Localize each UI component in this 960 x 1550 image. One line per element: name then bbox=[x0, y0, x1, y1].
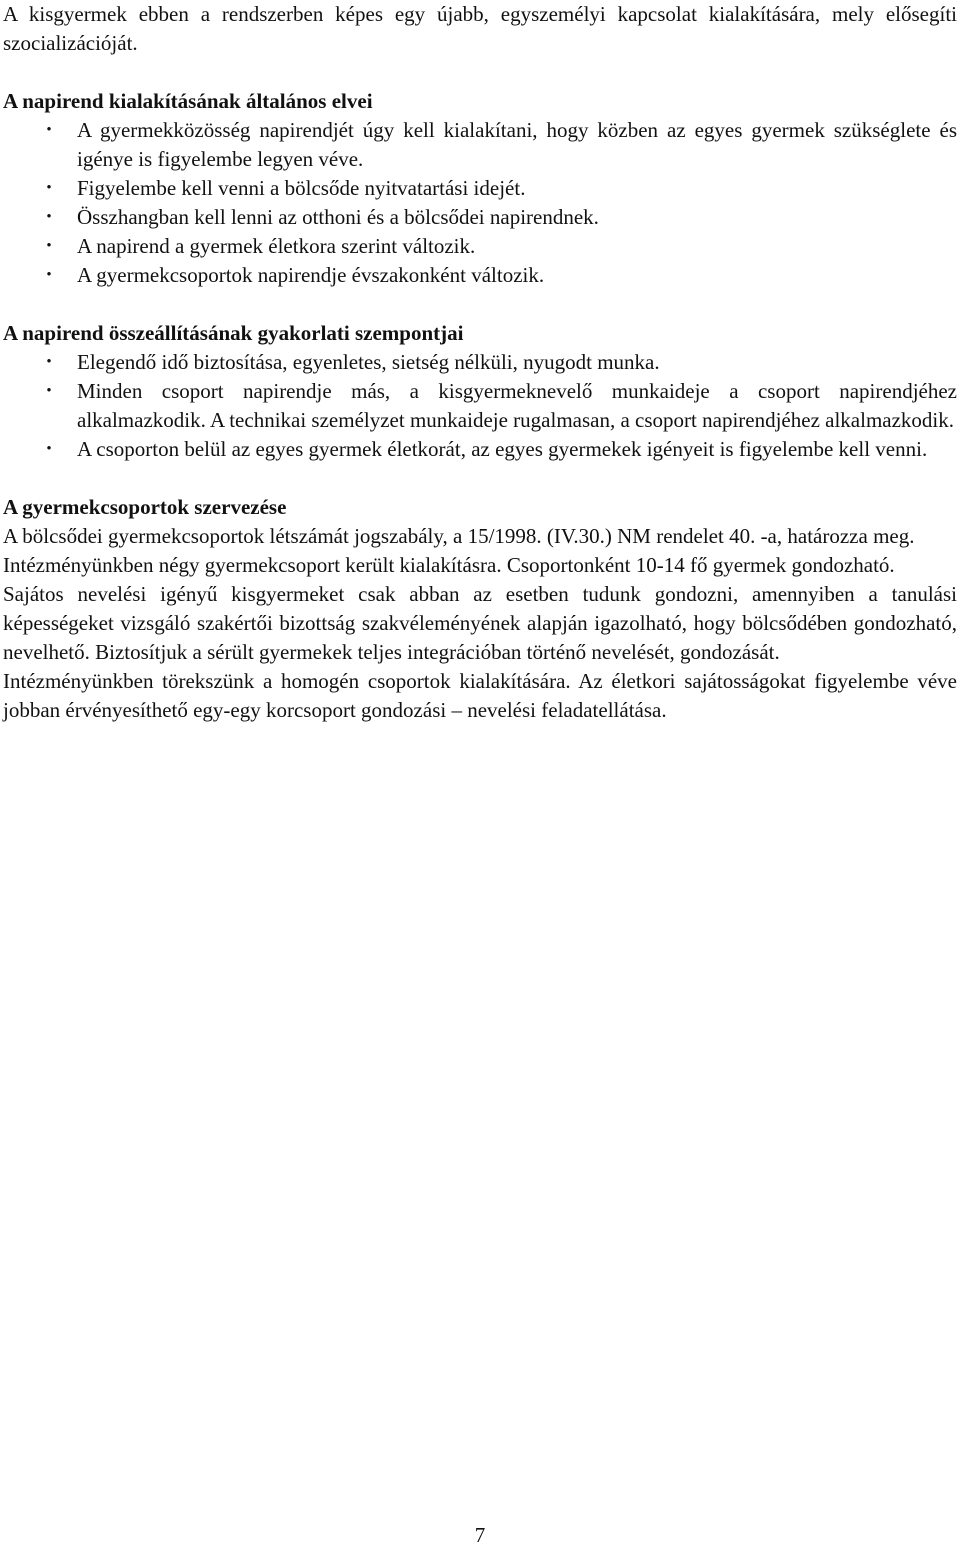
list-item-text: Elegendő idő biztosítása, egyenletes, sietség nélküli, nyugodt munka. bbox=[77, 350, 660, 374]
paragraph-letszam: A bölcsődei gyermekcsoportok létszámát jogszabály, a 15/1998. (IV.30.) NM rendelet 40. -a, határozza meg. bbox=[3, 524, 915, 548]
bullet-icon: • bbox=[46, 180, 52, 196]
section-heading-napirend-elvei: A napirend kialakításának általános elvei bbox=[3, 89, 373, 113]
bullet-icon: • bbox=[46, 238, 52, 254]
page-number: 7 bbox=[474, 1523, 486, 1547]
page-content bbox=[3, 0, 957, 725]
spacer bbox=[3, 464, 957, 493]
bullet-icon: • bbox=[46, 267, 52, 283]
list-item-text: A csoporton belül az egyes gyermek életkorát, az egyes gyermekek igényeit is figyelembe kell venni. bbox=[77, 437, 928, 461]
paragraph-csoportok: Intézményünkben négy gyermekcsoport került kialakításra. Csoportonként 10-14 fő gyermek gondozható. bbox=[3, 553, 895, 577]
list-item-text: A gyermekközösség napirendjét úgy kell kialakítani, hogy közben az egyes gyermek szükséglete és igénye is figyelembe legyen véve. bbox=[77, 118, 957, 171]
bullet-icon: • bbox=[46, 209, 52, 225]
paragraph-sajatos-neveles: Sajátos nevelési igényű kisgyermeket csak abban az esetben tudunk gondozni, amennyiben a tanulási képességeket vizsgáló szakértői bizottság szakvéleményének alapján igazolható, hogy bölcsődében gondozható, nevelhető. Biztosítjuk a sérült gyermekek teljes integrációban történő nevelését, gondozását. bbox=[3, 582, 957, 664]
list-item bbox=[3, 261, 957, 290]
list-item-text: Figyelembe kell venni a bölcsőde nyitvatartási idejét. bbox=[77, 176, 526, 200]
list-item-text: Minden csoport napirendje más, a kisgyermeknevelő munkaideje a csoport napirendjéhez alkalmazkodik. A technikai személyzet munkaideje rugalmasan, a csoport napirendjéhez alkalmazkodik. bbox=[77, 379, 957, 432]
list-item bbox=[3, 435, 957, 464]
spacer bbox=[3, 290, 957, 319]
list-item-text: Összhangban kell lenni az otthoni és a bölcsődei napirendnek. bbox=[77, 205, 599, 229]
list-item bbox=[3, 232, 957, 261]
list-item bbox=[3, 174, 957, 203]
list-item-text: A gyermekcsoportok napirendje évszakonként változik. bbox=[77, 263, 545, 287]
list-item bbox=[3, 116, 957, 174]
bullet-icon: • bbox=[46, 383, 52, 399]
bullet-icon: • bbox=[46, 122, 52, 138]
bullet-icon: • bbox=[46, 441, 52, 457]
bullet-icon: • bbox=[46, 354, 52, 370]
list-item bbox=[3, 348, 957, 377]
section-heading-csoportok-szervezese: A gyermekcsoportok szervezése bbox=[3, 495, 287, 519]
paragraph-homogen-csoportok: Intézményünkben törekszünk a homogén csoportok kialakítására. Az életkori sajátosságokat figyelembe véve jobban érvényesíthető egy-egy korcsoport gondozási – nevelési feladatellátása. bbox=[3, 669, 957, 722]
bullet-list-napirend-elvei bbox=[3, 116, 957, 290]
bullet-list-gyakorlati-szempontok bbox=[3, 348, 957, 464]
list-item-text: A napirend a gyermek életkora szerint változik. bbox=[77, 234, 476, 258]
list-item bbox=[3, 377, 957, 435]
intro-paragraph: A kisgyermek ebben a rendszerben képes egy újabb, egyszemélyi kapcsolat kialakítására, mely elősegíti szocializációját. bbox=[3, 2, 957, 55]
section-heading-gyakorlati-szempontok: A napirend összeállításának gyakorlati szempontjai bbox=[3, 321, 464, 345]
list-item bbox=[3, 203, 957, 232]
spacer bbox=[3, 58, 957, 87]
